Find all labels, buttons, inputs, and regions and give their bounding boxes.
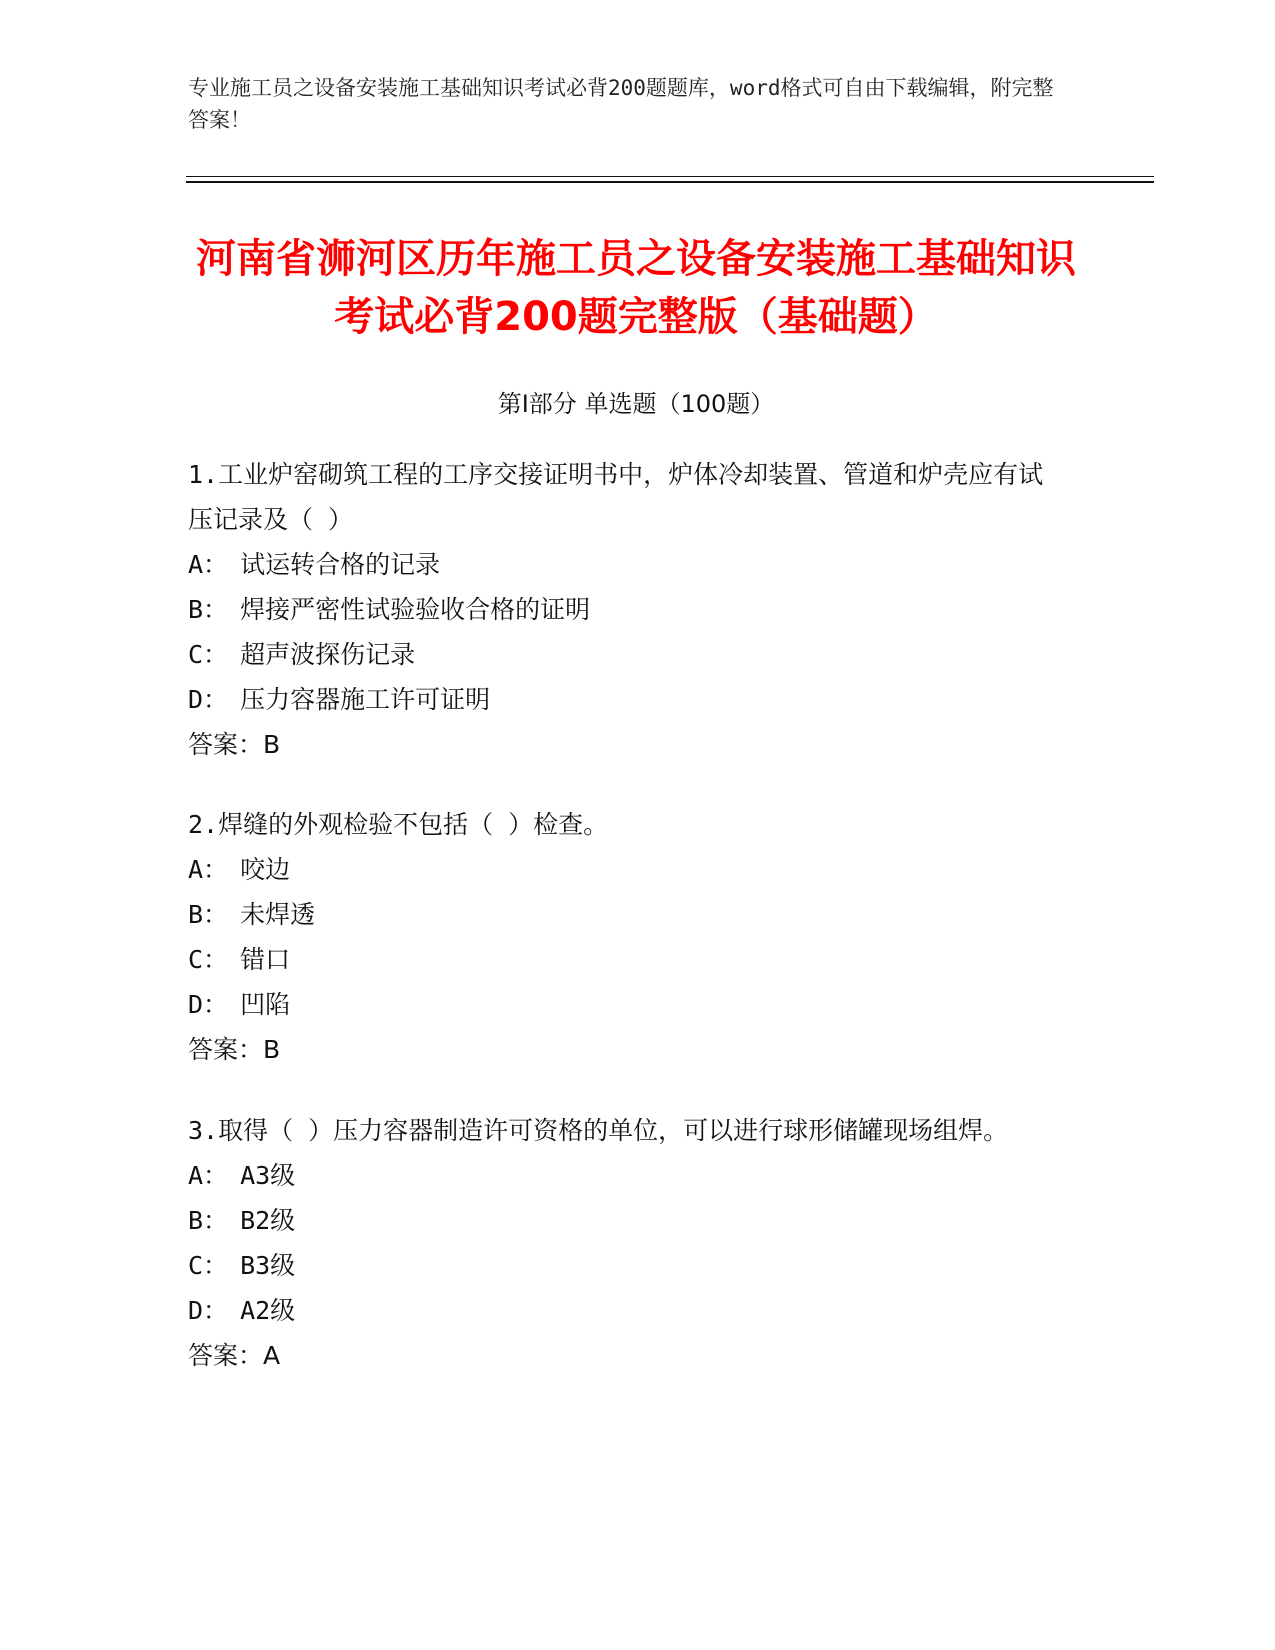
option-c: C： 错口 <box>188 945 291 974</box>
question-1 <box>188 452 1068 767</box>
question-2 <box>188 802 1068 1072</box>
option-a: A： 咬边 <box>188 855 291 884</box>
answer: 答案：B <box>188 1035 281 1064</box>
option-c: C： B3级 <box>188 1251 296 1280</box>
header-divider-thick <box>186 181 1154 183</box>
option-a: A： A3级 <box>188 1161 296 1190</box>
header-divider-thin <box>186 176 1154 177</box>
section-heading: 第I部分 单选题（100题） <box>497 390 775 418</box>
option-d: D： 压力容器施工许可证明 <box>188 685 491 714</box>
question-stem: 2.焊缝的外观检验不包括（ ）检查。 <box>188 810 609 839</box>
question-stem: 1.工业炉窑砌筑工程的工序交接证明书中，炉体冷却装置、管道和炉壳应有试压记录及（ ） <box>188 460 1044 534</box>
option-d: D： 凹陷 <box>188 990 291 1019</box>
question-3 <box>188 1108 1068 1378</box>
question-stem: 3.取得（ ）压力容器制造许可资格的单位，可以进行球形储罐现场组焊。 <box>188 1116 1009 1145</box>
option-b: B： B2级 <box>188 1206 296 1235</box>
answer: 答案：B <box>188 730 281 759</box>
document-title: 河南省浉河区历年施工员之设备安装施工基础知识考试必背200题完整版（基础题） <box>196 236 1076 340</box>
option-b: B： 未焊透 <box>188 900 316 929</box>
answer: 答案：A <box>188 1341 281 1370</box>
option-d: D： A2级 <box>188 1296 296 1325</box>
option-c: C： 超声波探伤记录 <box>188 640 416 669</box>
option-a: A： 试运转合格的记录 <box>188 550 441 579</box>
option-b: B： 焊接严密性试验验收合格的证明 <box>188 595 591 624</box>
intro-text: 专业施工员之设备安装施工基础知识考试必背200题题库，word格式可自由下载编辑，附完整答案！ <box>188 76 1054 132</box>
